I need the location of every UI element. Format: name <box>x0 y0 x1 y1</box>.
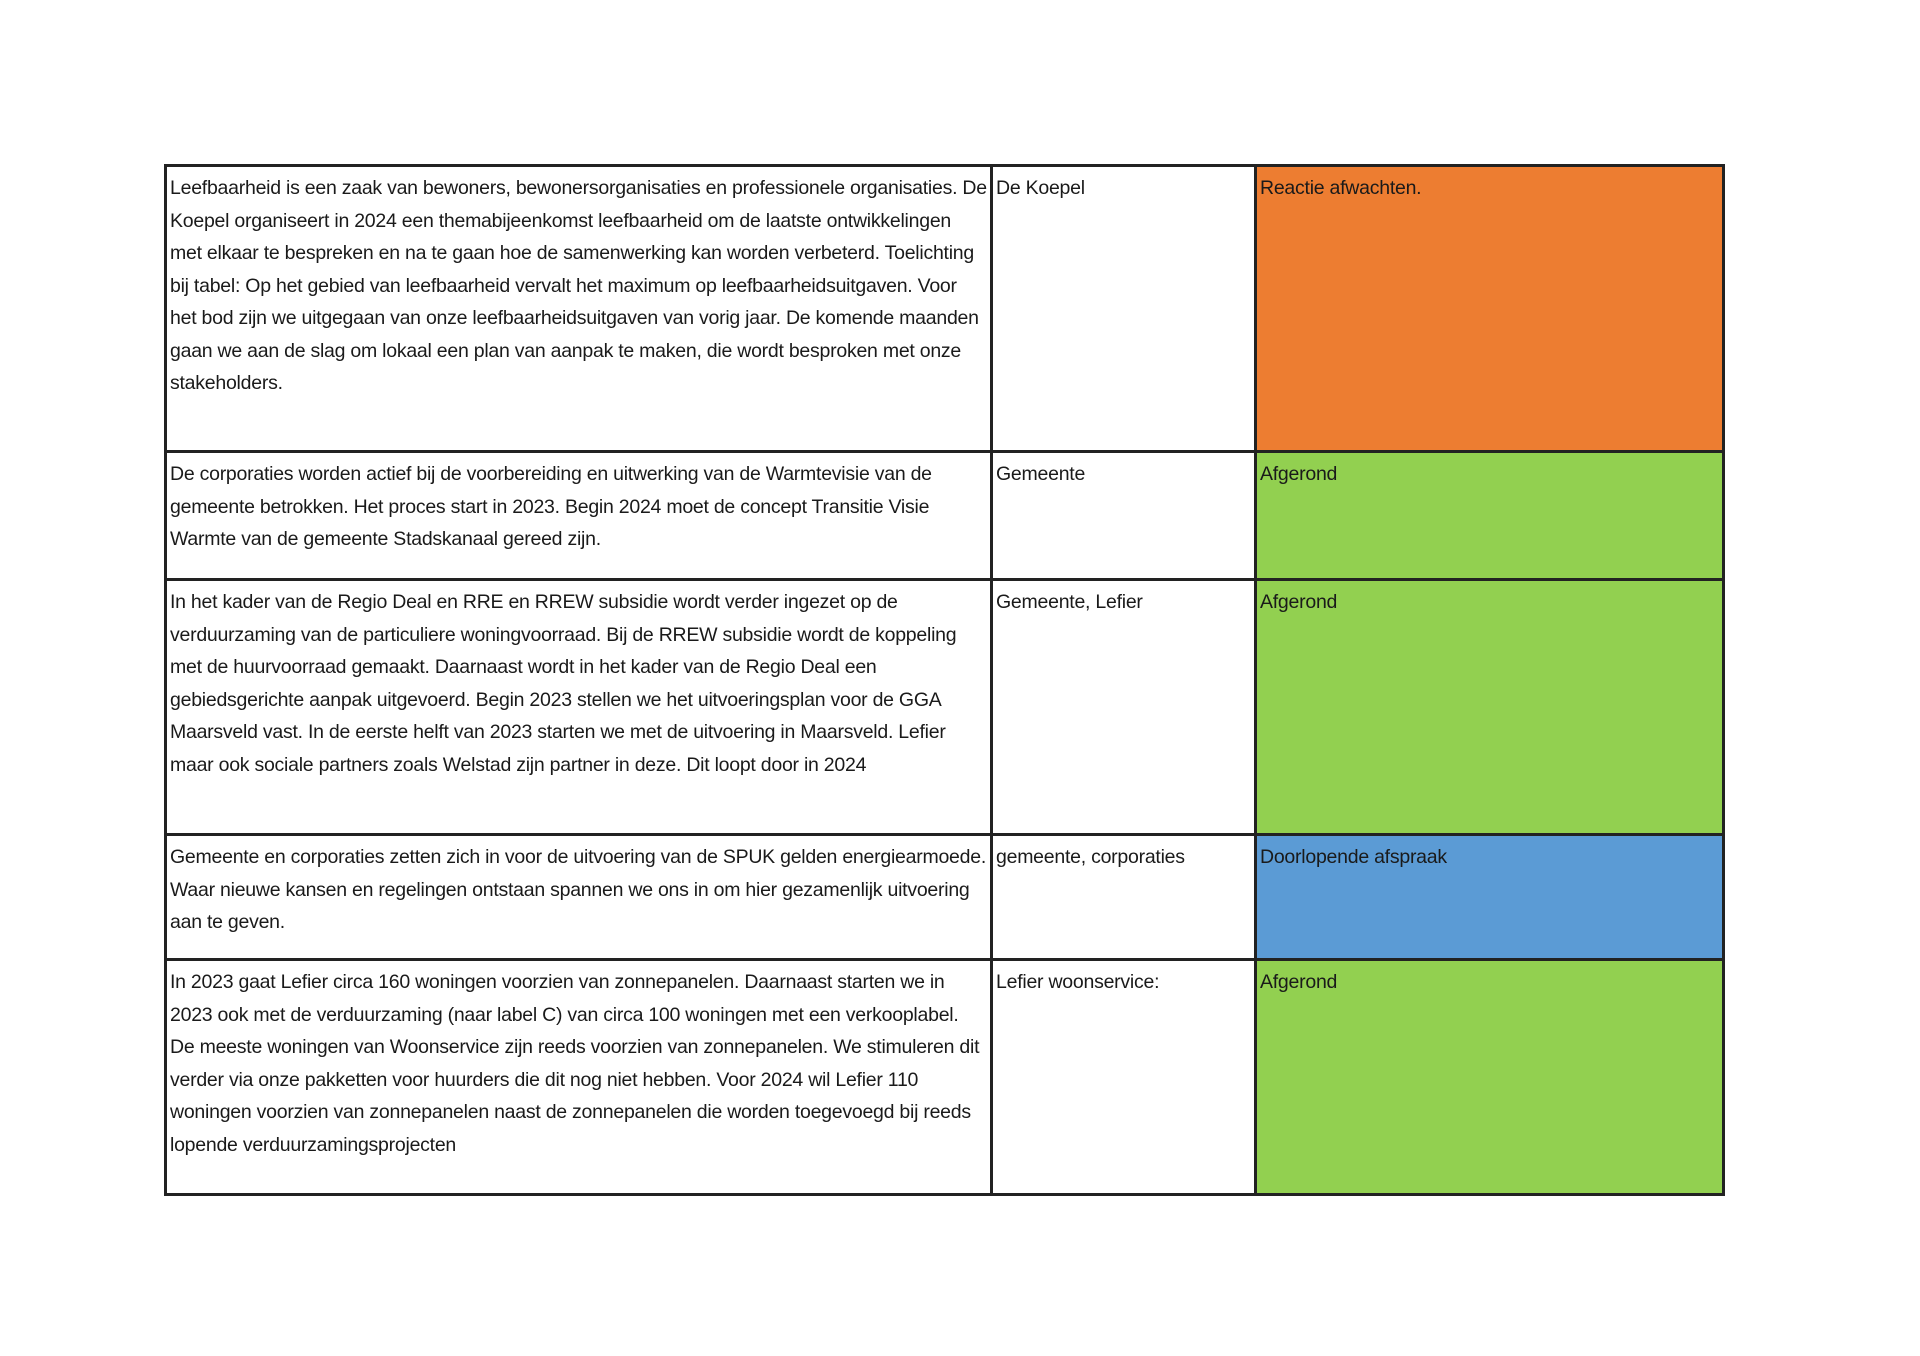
party-cell: gemeente, corporaties <box>992 835 1256 960</box>
party-cell: Gemeente, Lefier <box>992 580 1256 835</box>
party-cell: Gemeente <box>992 452 1256 580</box>
agreements-table <box>164 164 1725 1196</box>
status-cell: Afgerond <box>1256 580 1724 835</box>
description-cell: De corporaties worden actief bij de voorbereiding en uitwerking van de Warmtevisie van de gemeente betrokken. Het proces start in 2023. Begin 2024 moet de concept Transitie Visie Warmte van de gemeente Stadskanaal gereed zijn. <box>166 452 992 580</box>
table-row <box>166 580 1724 835</box>
status-cell: Reactie afwachten. <box>1256 166 1724 452</box>
table-row <box>166 166 1724 452</box>
table-row <box>166 452 1724 580</box>
description-cell: In 2023 gaat Lefier circa 160 woningen voorzien van zonnepanelen. Daarnaast starten we in 2023 ook met de verduurzaming (naar label C) van circa 100 woningen met een verkooplabel. De meeste woningen van Woonservice zijn reeds voorzien van zonnepanelen. We stimuleren dit verder via onze pakketten voor huurders die dit nog niet hebben. Voor 2024 wil Lefier 110 woningen voorzien van zonnepanelen naast de zonnepanelen die worden toegevoegd bij reeds lopende verduurzamingsprojecten <box>166 960 992 1195</box>
description-cell: In het kader van de Regio Deal en RRE en RREW subsidie wordt verder ingezet op de verduurzaming van de particuliere woningvoorraad. Bij de RREW subsidie wordt de koppeling met de huurvoorraad gemaakt. Daarnaast wordt in het kader van de Regio Deal een gebiedsgerichte aanpak uitgevoerd. Begin 2023 stellen we het uitvoeringsplan voor de GGA Maarsveld vast. In de eerste helft van 2023 starten we met de uitvoering in Maarsveld. Lefier maar ook sociale partners zoals Welstad zijn partner in deze. Dit loopt door in 2024 <box>166 580 992 835</box>
status-cell: Doorlopende afspraak <box>1256 835 1724 960</box>
description-cell: Gemeente en corporaties zetten zich in voor de uitvoering van de SPUK gelden energiearmoede. Waar nieuwe kansen en regelingen ontstaan spannen we ons in om hier gezamenlijk uitvoering aan te geven. <box>166 835 992 960</box>
status-cell: Afgerond <box>1256 960 1724 1195</box>
status-cell: Afgerond <box>1256 452 1724 580</box>
description-cell: Leefbaarheid is een zaak van bewoners, bewonersorganisaties en professionele organisaties. De Koepel organiseert in 2024 een themabijeenkomst leefbaarheid om de laatste ontwikkelingen met elkaar te bespreken en na te gaan hoe de samenwerking kan worden verbeterd. Toelichting bij tabel: Op het gebied van leefbaarheid vervalt het maximum op leefbaarheidsuitgaven. Voor het bod zijn we uitgegaan van onze leefbaarheidsuitgaven van vorig jaar. De komende maanden gaan we aan de slag om lokaal een plan van aanpak te maken, die wordt besproken met onze stakeholders. <box>166 166 992 452</box>
party-cell: De Koepel <box>992 166 1256 452</box>
table-row <box>166 835 1724 960</box>
table-row <box>166 960 1724 1195</box>
party-cell: Lefier woonservice: <box>992 960 1256 1195</box>
